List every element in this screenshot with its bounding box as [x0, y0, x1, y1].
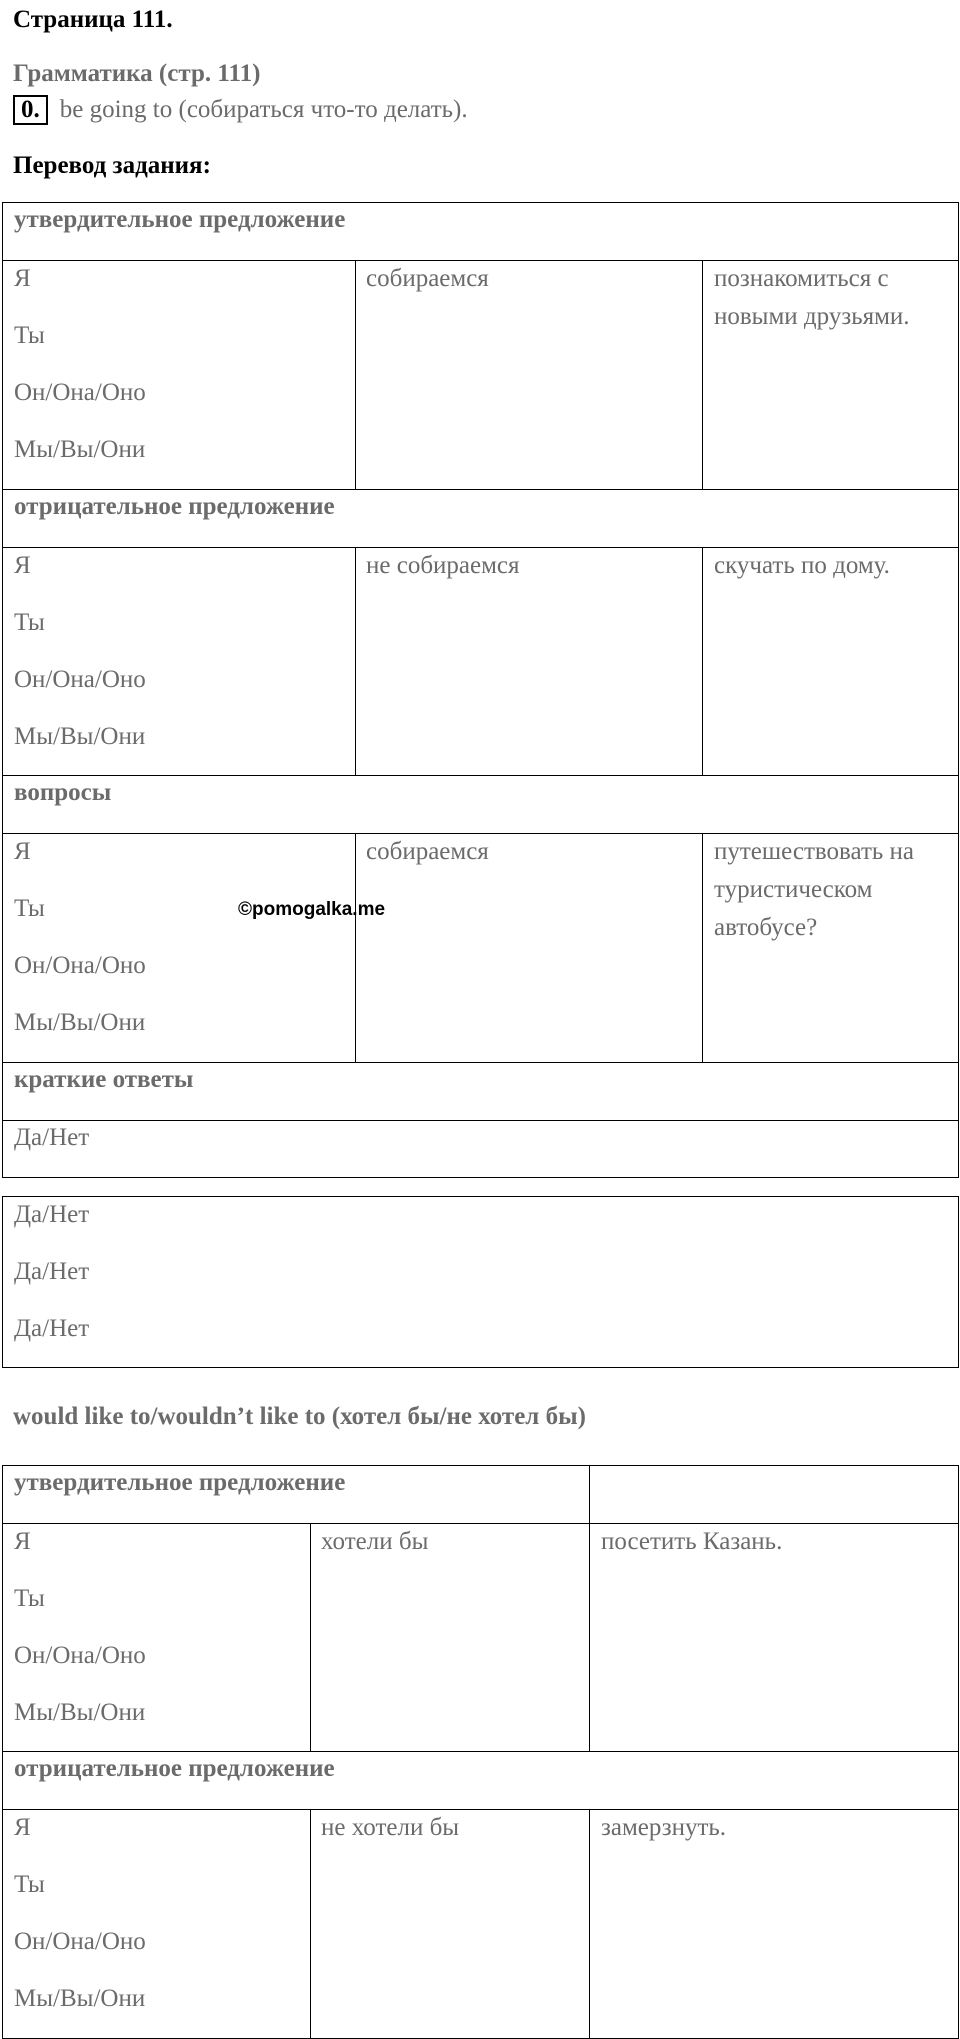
affirmative-header: утвердительное предложение — [14, 1469, 346, 1496]
exercise-line — [13, 94, 468, 126]
divider — [2, 1120, 959, 1121]
short-answers-box — [2, 1196, 959, 1368]
column-divider — [355, 833, 356, 1062]
pronoun: Ты — [14, 1871, 45, 1898]
pronoun: Ты — [14, 1585, 45, 1612]
divider — [2, 1751, 959, 1752]
column-divider — [589, 1465, 590, 1523]
divider — [2, 775, 959, 776]
questions-header: вопросы — [14, 779, 112, 806]
divider — [2, 1062, 959, 1063]
column-divider — [702, 833, 703, 1062]
verb-cell: собираемся — [366, 265, 489, 292]
verb-cell: хотели бы — [321, 1528, 429, 1555]
pronoun: Он/Она/Оно — [14, 952, 146, 979]
pronoun: Мы/Вы/Они — [14, 1985, 146, 2012]
pronoun-list — [14, 1513, 146, 1741]
pronoun: Ты — [14, 609, 45, 636]
pronoun-list — [14, 1799, 146, 2027]
rest-cell: познакомиться с новыми друзьями. — [714, 265, 910, 330]
pronoun: Он/Она/Оно — [14, 1928, 146, 1955]
short-answers-header: краткие ответы — [14, 1066, 194, 1093]
affirmative-header: утвердительное предложение — [14, 206, 346, 233]
pronoun: Мы/Вы/Они — [14, 436, 146, 463]
pronoun: Мы/Вы/Они — [14, 1699, 146, 1726]
page-title: Страница 111. — [13, 6, 173, 33]
pronoun-list — [14, 823, 146, 1051]
pronoun-list — [14, 537, 146, 765]
short-answer-row: Да/Нет — [14, 1124, 90, 1151]
pronoun: Он/Она/Оно — [14, 379, 146, 406]
grammar-heading: Грамматика (стр. 111) — [13, 60, 261, 87]
verb-cell: не собираемся — [366, 552, 520, 579]
pronoun: Я — [14, 552, 31, 579]
short-answer: Да/Нет — [14, 1315, 90, 1342]
pronoun: Мы/Вы/Они — [14, 1009, 146, 1036]
exercise-text: be going to (собираться что-то делать). — [59, 96, 468, 123]
rest-cell: скучать по дому. — [714, 552, 890, 579]
short-answer: Да/Нет — [14, 1201, 90, 1228]
column-divider — [355, 260, 356, 489]
pronoun: Я — [14, 265, 31, 292]
pronoun: Я — [14, 1528, 31, 1555]
pronoun: Ты — [14, 895, 45, 922]
column-divider — [589, 1809, 590, 2039]
rest-cell: путешествовать на туристическом автобусе? — [714, 838, 914, 941]
column-divider — [310, 1809, 311, 2039]
pronoun: Он/Она/Оно — [14, 1642, 146, 1669]
watermark: ©pomogalka.me — [238, 899, 386, 920]
pronoun: Он/Она/Оно — [14, 666, 146, 693]
negative-header: отрицательное предложение — [14, 1755, 335, 1782]
pronoun: Ты — [14, 322, 45, 349]
verb-cell: собираемся — [366, 838, 489, 865]
column-divider — [310, 1523, 311, 1751]
column-divider — [589, 1523, 590, 1751]
translation-heading: Перевод задания: — [13, 152, 211, 179]
exercise-number: 0. — [13, 95, 48, 125]
column-divider — [355, 547, 356, 775]
section-heading-would-like: would like to/wouldn’t like to (хотел бы/не хотел бы) — [13, 1403, 586, 1430]
divider — [2, 489, 959, 490]
pronoun: Я — [14, 838, 31, 865]
column-divider — [702, 260, 703, 489]
verb-cell: не хотели бы — [321, 1814, 460, 1841]
rest-cell: замерзнуть. — [601, 1814, 727, 1841]
rest-cell: посетить Казань. — [601, 1528, 783, 1555]
pronoun: Мы/Вы/Они — [14, 723, 146, 750]
column-divider — [702, 547, 703, 775]
short-answer: Да/Нет — [14, 1258, 90, 1285]
short-answers-list — [14, 1186, 89, 1357]
pronoun: Я — [14, 1814, 31, 1841]
negative-header: отрицательное предложение — [14, 493, 335, 520]
pronoun-list — [14, 250, 146, 478]
